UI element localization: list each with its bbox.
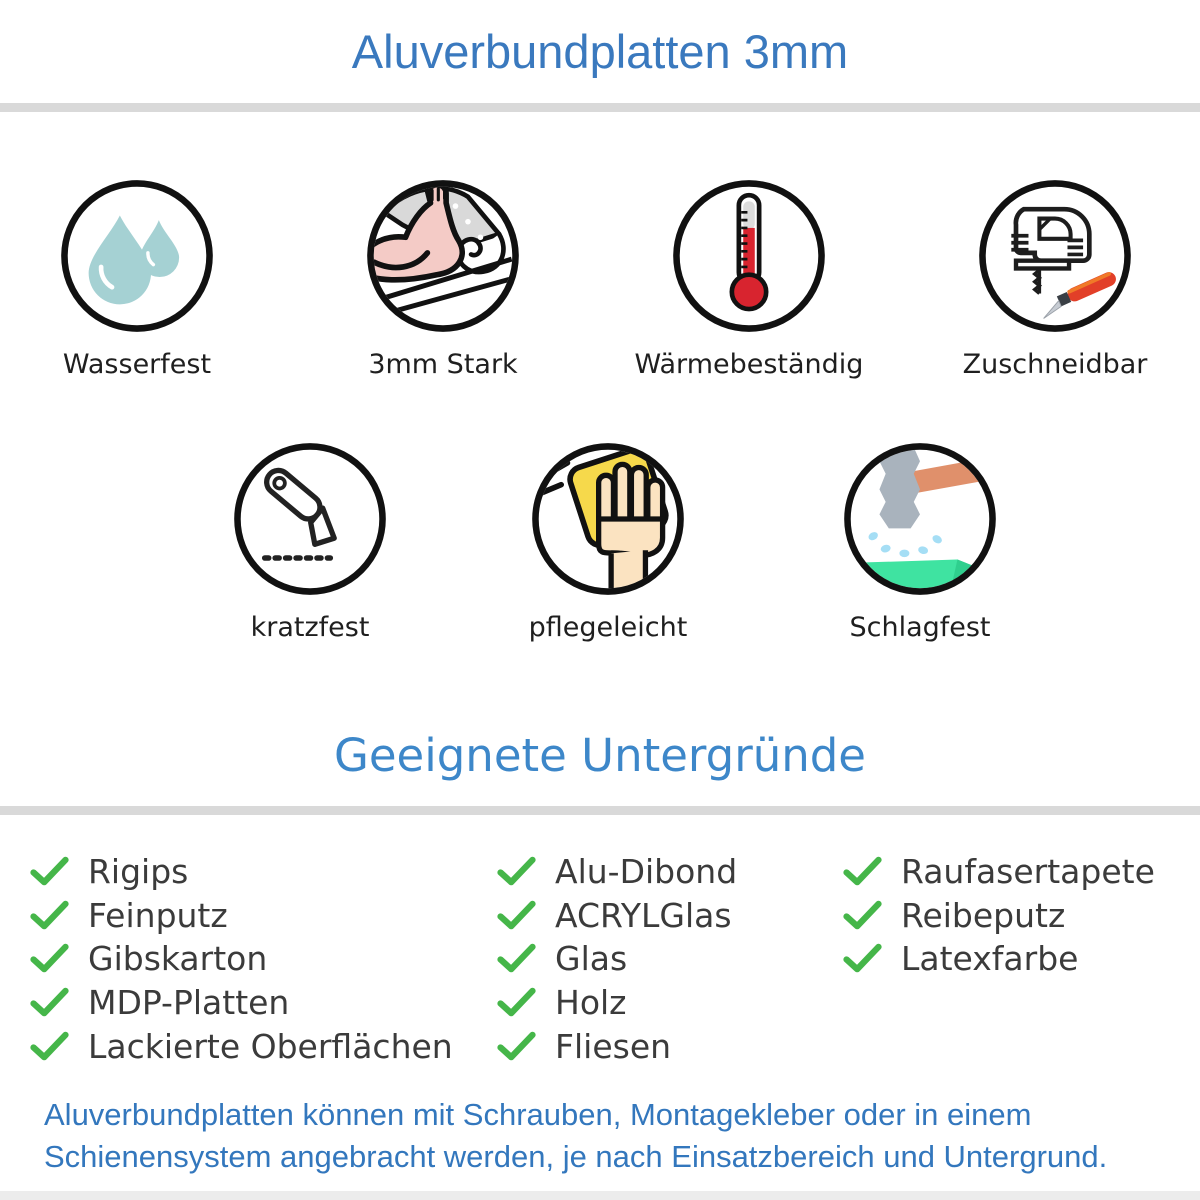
divider (0, 103, 1200, 112)
check-icon (30, 943, 70, 974)
list-item (30, 981, 497, 1025)
page-title: Aluverbundplatten 3mm (351, 25, 849, 78)
check-icon (497, 943, 537, 974)
list-item-label: Latexfarbe (901, 939, 1079, 979)
divider (0, 806, 1200, 815)
list-item (843, 850, 1173, 894)
list-item-label: Reibeputz (901, 895, 1066, 935)
list-item (30, 1024, 497, 1068)
hammer-icon (842, 441, 998, 597)
list-item (30, 850, 497, 894)
feature-zuschneidbar (905, 178, 1200, 380)
feature-label: 3mm Stark (368, 349, 518, 380)
mounting-note-line2: Schienensystem angebracht werden, je nach Einsatzbereich und Untergrund. (44, 1139, 1108, 1174)
list-item-label: Feinputz (88, 895, 228, 935)
feature-label: Wasserfest (62, 349, 212, 380)
list-item-label: Raufasertapete (901, 852, 1155, 892)
feature-label: Wärmebeständig (634, 349, 864, 380)
list-item-label: Gibskarton (88, 939, 268, 979)
check-icon (497, 856, 537, 887)
feature-waermebestaendig (599, 178, 899, 380)
water-drops-icon (59, 178, 215, 334)
list-item-label: Fliesen (555, 1026, 672, 1066)
checklist-column-2 (497, 850, 843, 1068)
thermometer-icon (671, 178, 827, 334)
cleaning-hand-icon (530, 441, 686, 597)
section-heading: Geeignete Untergründe (333, 729, 866, 782)
muscle-arm-icon (365, 178, 521, 334)
feature-label: pflegeleicht (528, 612, 688, 643)
list-item (497, 894, 843, 938)
feature-label: Zuschneidbar (962, 349, 1148, 380)
feature-label: Schlagfest (849, 612, 991, 643)
list-item-label: Alu-Dibond (555, 852, 738, 892)
check-icon (30, 900, 70, 931)
check-icon (843, 943, 883, 974)
page-title-block (0, 0, 1200, 103)
checklist-column-1 (30, 850, 497, 1068)
feature-3mm-stark (293, 178, 593, 380)
list-item (30, 937, 497, 981)
check-icon (497, 900, 537, 931)
feature-pflegeleicht (458, 441, 758, 643)
list-item-label: Glas (555, 939, 628, 979)
check-icon (497, 987, 537, 1018)
checklist-column-3 (843, 850, 1173, 1068)
check-icon (497, 1031, 537, 1062)
check-icon (30, 1031, 70, 1062)
check-icon (843, 856, 883, 887)
mounting-note-line1: Aluverbundplatten können mit Schrauben, Montagekleber oder in einem (44, 1097, 1032, 1132)
feature-kratzfest (160, 441, 460, 643)
divider (0, 1191, 1200, 1200)
list-item-label: Lackierte Oberflächen (88, 1026, 453, 1066)
feature-wasserfest (0, 178, 287, 380)
feature-label: kratzfest (250, 612, 370, 643)
mounting-note (0, 1094, 1200, 1178)
check-icon (30, 856, 70, 887)
feature-schlagfest (770, 441, 1070, 643)
list-item (843, 937, 1173, 981)
utility-knife-icon (232, 441, 388, 597)
list-item-label: MDP-Platten (88, 983, 290, 1023)
substrates-checklist (0, 850, 1200, 1068)
list-item (497, 850, 843, 894)
list-item (30, 894, 497, 938)
list-item (497, 981, 843, 1025)
list-item-label: Holz (555, 983, 627, 1023)
list-item-label: ACRYLGlas (555, 895, 732, 935)
list-item (497, 937, 843, 981)
check-icon (30, 987, 70, 1018)
jigsaw-icon (977, 178, 1133, 334)
list-item (497, 1024, 843, 1068)
list-item (843, 894, 1173, 938)
list-item-label: Rigips (88, 852, 189, 892)
check-icon (843, 900, 883, 931)
